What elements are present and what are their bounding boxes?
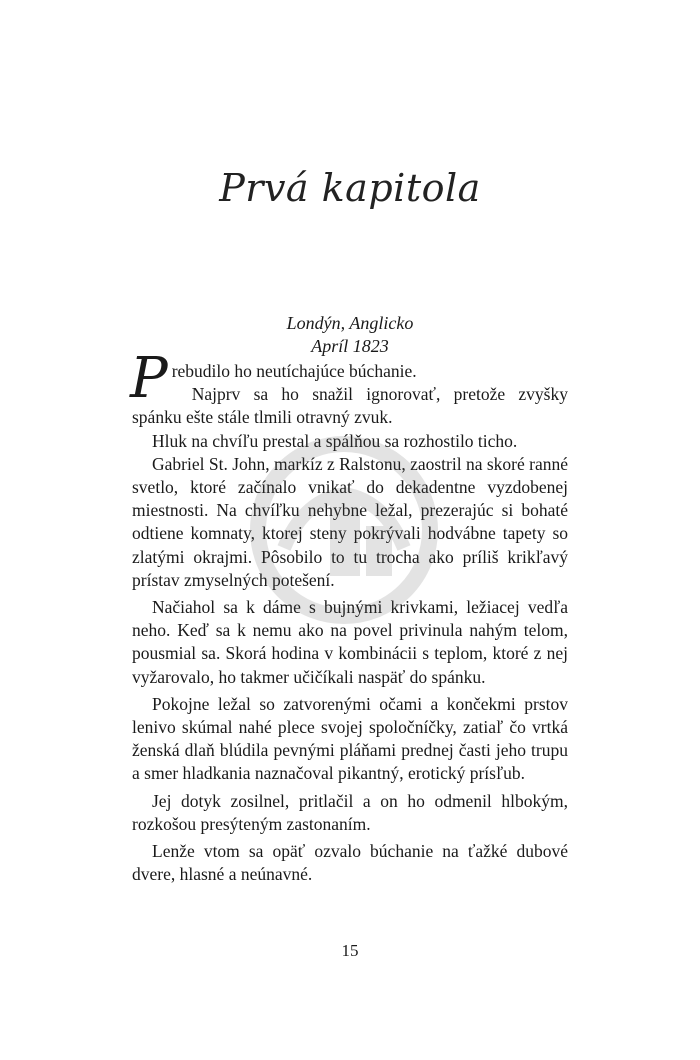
date: Apríl 1823 <box>311 336 389 356</box>
paragraph: Gabriel St. John, markíz z Ralstonu, zaostril na skoré ranné svetlo, ktoré začínalo vnikať do dekadentne vyzdobenej miestnosti. Na chvíľku nehybne ležal, prezerajúc si bohaté odtiene komnaty, ktorej steny pokrývali hodvábne tapety so zlatými okrajmi. Pôsobilo to tu trocha ako príliš krikľavý prístav zmyselných potešení. <box>132 453 569 590</box>
chapter-title: Prvá kapitola <box>219 166 481 210</box>
drop-cap: P <box>130 346 168 411</box>
paragraph: Hluk na chvíľu prestal a spálňou sa rozhostilo ticho. <box>152 430 518 451</box>
chapter-location-date <box>0 312 700 358</box>
page-number: 15 <box>341 941 359 960</box>
paragraph: Pokojne ležal so zatvorenými očami a končekmi prstov lenivo skúmal nahé plece svojej spoločníčky, zatiaľ čo vrtká ženská dlaň blúdila pevnými pláňami prednej časti jeho trupu a smer hladkania naznačoval pikantný, erotický prísľub. <box>132 693 568 784</box>
location: Londýn, Anglicko <box>286 313 414 333</box>
paragraph: Najprv sa ho snažil ignorovať, pretože zvyšky spánku ešte stále tlmili otravný zvuk. <box>132 384 568 428</box>
paragraph-text: rebudilo ho neutíchajúce búchanie. <box>171 361 417 381</box>
paragraph: Jej dotyk zosilnel, pritlačil a on ho odmenil hlbokým, rozkošou presýteným zastonaním. <box>132 790 568 834</box>
paragraph: Lenže vtom sa opäť ozvalo búchanie na ťažké dubové dvere, hlasné a neúnavné. <box>132 841 568 885</box>
paragraph: Načiahol sa k dáme s bujnými krivkami, ležiacej vedľa neho. Keď sa k nemu ako na povel privinula nahým telom, pousmial sa. Skorá hodina v kombinácii s teplom, ktoré z nej vyžarovalo, ho takmer učičíkali naspäť do spánku. <box>132 597 568 687</box>
